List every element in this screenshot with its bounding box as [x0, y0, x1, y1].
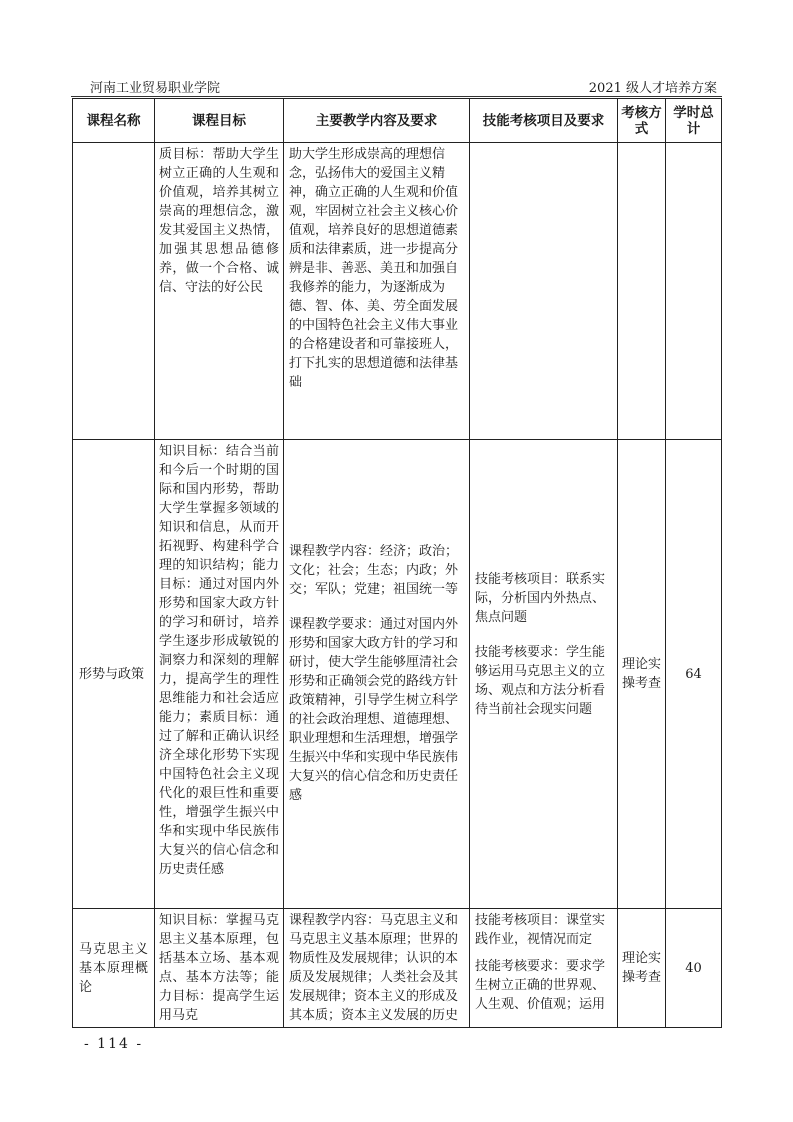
header-divider: [71, 96, 722, 97]
header-school: 河南工业贸易职业学院: [90, 81, 221, 96]
col-header-exam: 考核方式: [618, 99, 666, 143]
header-plan: 2021 级人才培养方案: [588, 81, 717, 96]
course-goal-cell: 知识目标：结合当前和今后一个时期的国际和国内形势，帮助大学生掌握多领域的知识和信息，从而开拓视野、构建科学合理的知识结构；能力目标：通过对国内外形势和国家大政方针的学习和研讨，培养学生逐步形成敏锐的洞察力和深刻的理解力，提高学生的理性思维能力和社会适应能力；素质目标：通过了解和正确认识经济全球化形势下实现中国特色社会主义现代化的艰巨性和重要性，增强学生振兴中华和实现中华民族伟大复兴的信心信念和历史责任感: [155, 440, 284, 909]
skill-project: 技能考核项目：联系实际，分析国内外热点、焦点问题: [475, 572, 606, 625]
course-goal-cell: 质目标：帮助大学生树立正确的人生观和价值观，培养其树立崇高的理想信念，激发其爱国主义热情，加强其思想品德修养，做一个合格、诚信、守法的好公民: [155, 143, 284, 440]
col-header-skill: 技能考核项目及要求: [470, 99, 618, 143]
skill-requirement: 技能考核要求：要求学生树立正确的世界观、人生观、价值观；运用: [475, 959, 606, 1012]
content-teaching-content: 课程教学内容：经济；政治；文化；社会；生态；内政；外交；军队；党建；祖国统一等: [289, 544, 459, 597]
course-name-cell: [73, 143, 155, 440]
col-header-goal: 课程目标: [155, 99, 284, 143]
exam-method-cell: [618, 143, 666, 440]
course-name-cell: 形势与政策: [73, 440, 155, 909]
table-row: [73, 909, 722, 1028]
skill-cell: [470, 909, 618, 1028]
exam-method-cell: 理论实操考查: [618, 440, 666, 909]
course-goal-cell: 知识目标：掌握马克思主义基本原理，包括基本立场、基本观点、基本方法等；能力目标：提高学生运用马克: [155, 909, 284, 1028]
course-content-cell: 课程教学内容：马克思主义和马克思主义基本原理；世界的物质性及发展规律；认识的本质及发展规律；人类社会及其发展规律；资本主义的形成及其本质；资本主义发展的历史: [284, 909, 470, 1028]
course-name-cell: 马克思主义基本原理概论: [73, 909, 155, 1028]
hours-cell: [666, 143, 722, 440]
skill-requirement: 技能考核要求：学生能够运用马克思主义的立场、观点和方法分析看待当前社会现实问题: [475, 645, 606, 717]
skill-cell: [470, 440, 618, 909]
hours-cell: 64: [666, 440, 722, 909]
skill-cell: [470, 143, 618, 440]
col-header-hours: 学时总计: [666, 99, 722, 143]
skill-project: 技能考核项目：课堂实践作业，视情况而定: [475, 913, 606, 947]
col-header-content: 主要教学内容及要求: [284, 99, 470, 143]
content-teaching-requirement: 课程教学要求：通过对国内外形势和国家大政方针的学习和研讨，使大学生能够厘清社会形势和正确领会党的路线方针政策精神，引导学生树立科学的社会政治理想、道德理想、职业理想和生活理想，增强学生振兴中华和实现中华民族伟大复兴的信心信念和历史责任感: [289, 617, 459, 803]
col-header-name: 课程名称: [73, 99, 155, 143]
hours-cell: 40: [666, 909, 722, 1028]
course-content-cell: 助大学生形成崇高的理想信念，弘扬伟大的爱国主义精神，确立正确的人生观和价值观，牢固树立社会主义核心价值观，培养良好的思想道德素质和法律素质，进一步提高分辨是非、善恶、美丑和加强自我修养的能力，为逐渐成为德、智、体、美、劳全面发展的中国特色社会主义伟大事业的合格建设者和可靠接班人，打下扎实的思想道德和法律基础: [284, 143, 470, 440]
course-table: [72, 98, 722, 1028]
exam-method-cell: 理论实操考查: [618, 909, 666, 1028]
table-row: [73, 143, 722, 440]
page-number: - 114 -: [84, 1036, 144, 1052]
course-content-cell: [284, 440, 470, 909]
table-header-row: [73, 99, 722, 143]
table-row: [73, 440, 722, 909]
